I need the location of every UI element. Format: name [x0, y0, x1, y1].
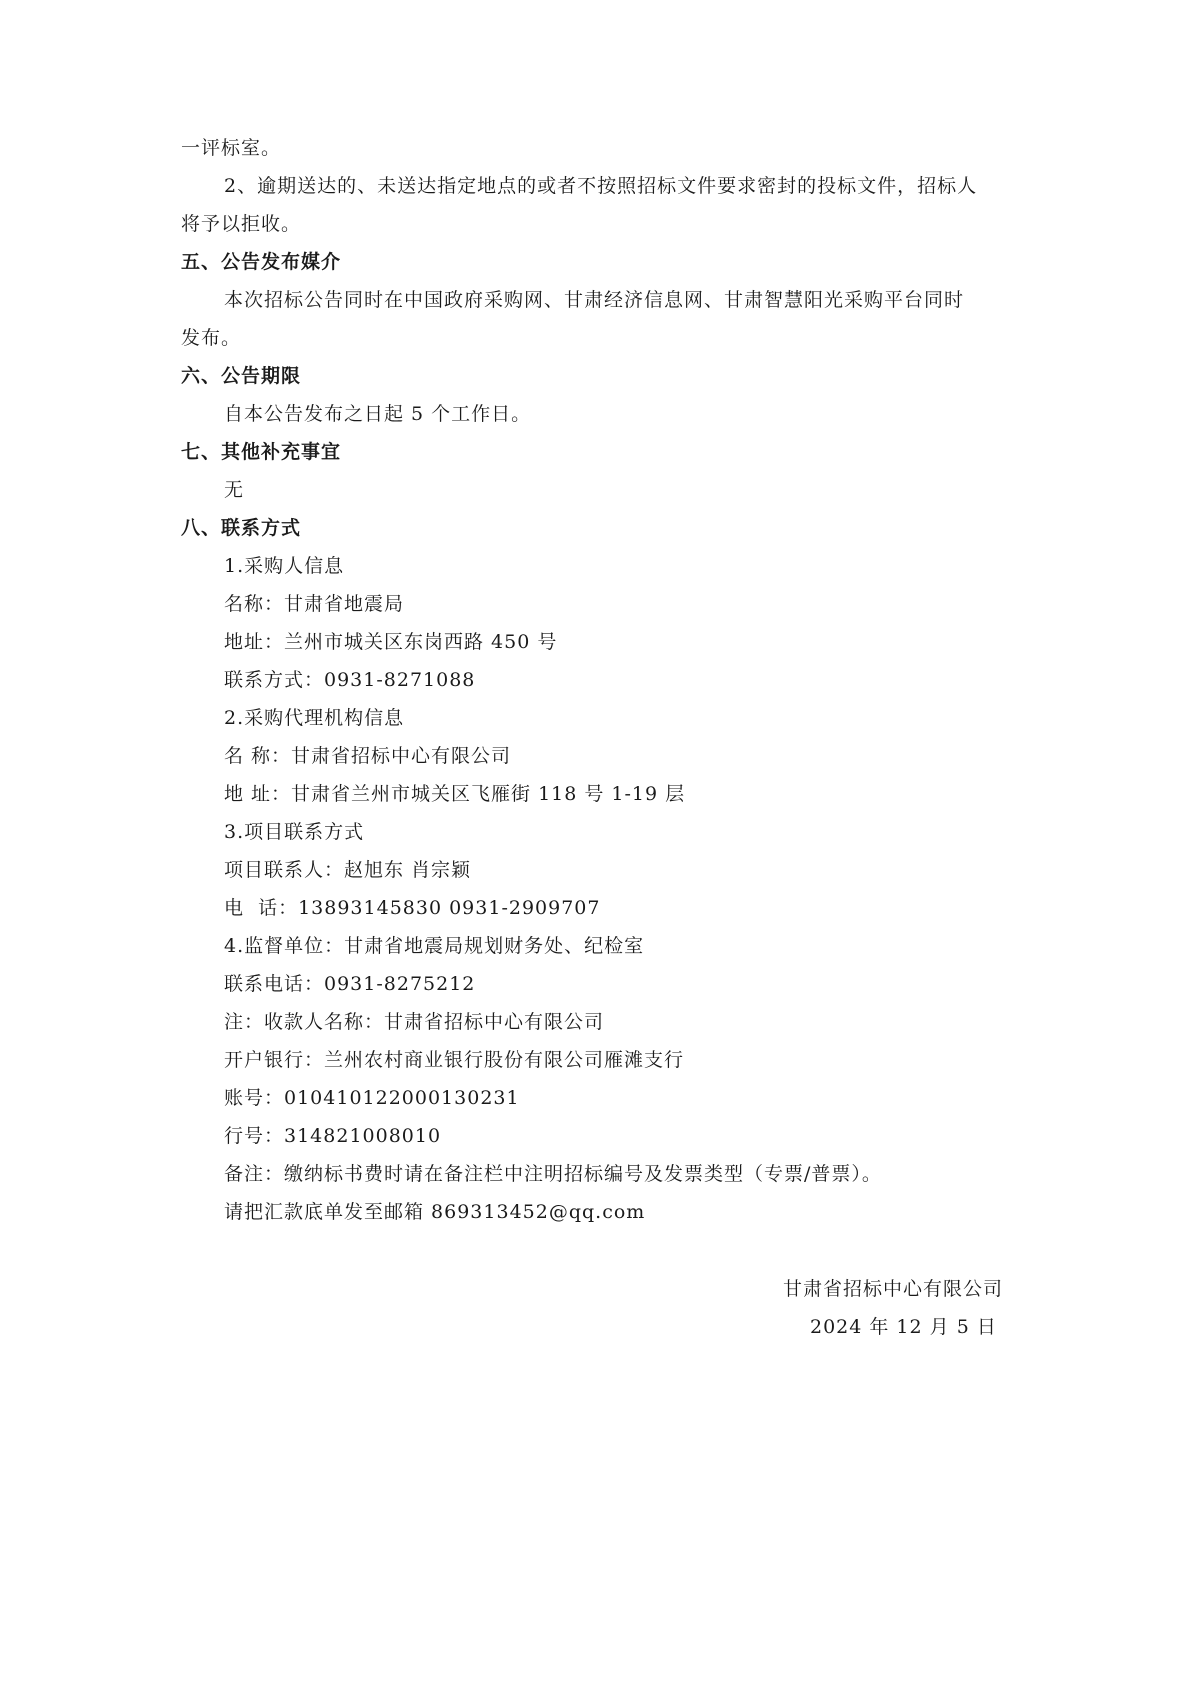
section-7-body: 无 [224, 479, 245, 501]
section-5-heading: 五、公告发布媒介 [181, 251, 342, 273]
section-6-heading: 六、公告期限 [181, 365, 302, 387]
agency-name: 名 称：甘肃省招标中心有限公司 [224, 745, 512, 767]
project-phone: 电 话：13893145830 0931-2909707 [224, 897, 601, 919]
bank-code: 行号：314821008010 [224, 1125, 442, 1147]
email-instruction: 请把汇款底单发至邮箱 869313452@qq.com [224, 1201, 646, 1223]
bank-name: 开户银行：兰州农村商业银行股份有限公司雁滩支行 [224, 1049, 685, 1071]
signature-company: 甘肃省招标中心有限公司 [783, 1278, 1004, 1300]
payee-name: 注：收款人名称：甘肃省招标中心有限公司 [224, 1011, 605, 1033]
rule-2-line: 2、逾期送达的、未送达指定地点的或者不按照招标文件要求密封的投标文件，招标人 [224, 175, 978, 197]
section-5-body-line-1: 本次招标公告同时在中国政府采购网、甘肃经济信息网、甘肃智慧阳光采购平台同时 [224, 289, 965, 311]
project-contact-persons: 项目联系人：赵旭东 肖宗颖 [224, 859, 472, 881]
account-number: 账号：010410122000130231 [224, 1087, 520, 1109]
agency-address: 地 址：甘肃省兰州市城关区飞雁街 118 号 1-19 层 [224, 783, 686, 805]
section-5-body-line-2: 发布。 [181, 327, 242, 349]
supervision-phone: 联系电话：0931-8275212 [224, 973, 476, 995]
agency-info-title: 2.采购代理机构信息 [224, 707, 405, 729]
continuation-line: 一评标室。 [181, 137, 282, 159]
purchaser-name: 名称：甘肃省地震局 [224, 593, 405, 615]
section-7-heading: 七、其他补充事宜 [181, 441, 342, 463]
section-6-body: 自本公告发布之日起 5 个工作日。 [224, 403, 532, 425]
signature-date: 2024 年 12 月 5 日 [810, 1316, 997, 1338]
project-contact-title: 3.项目联系方式 [224, 821, 365, 843]
payment-remark: 备注：缴纳标书费时请在备注栏中注明招标编号及发票类型（专票/普票）。 [224, 1163, 882, 1185]
supervision-unit: 4.监督单位：甘肃省地震局规划财务处、纪检室 [224, 935, 645, 957]
rule-2-continuation: 将予以拒收。 [181, 213, 302, 235]
purchaser-address: 地址：兰州市城关区东岗西路 450 号 [224, 631, 558, 653]
purchaser-contact: 联系方式：0931-8271088 [224, 669, 476, 691]
purchaser-info-title: 1.采购人信息 [224, 555, 345, 577]
section-8-heading: 八、联系方式 [181, 517, 302, 539]
